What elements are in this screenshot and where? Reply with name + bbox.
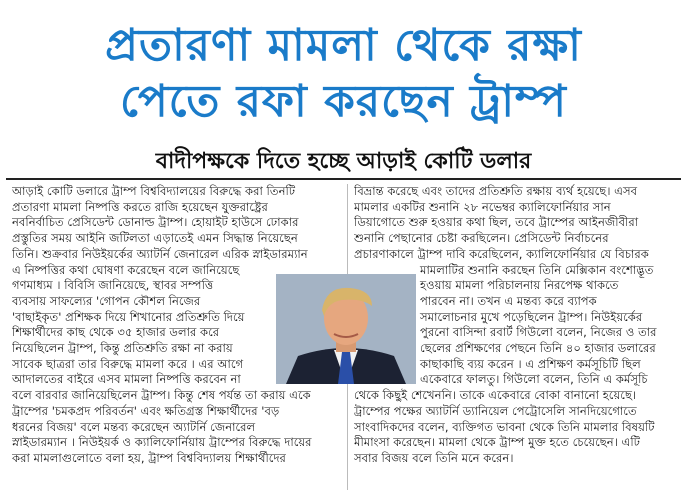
article-line: মামলার একটির শুনানি ২৮ নভেম্বর ক্যালিফোর্নিয়ার সান bbox=[354, 199, 611, 214]
article-line: তিনি। শুক্রবার নিউইয়র্কের অ্যাটর্নি জেনারেল এরিক স্নাইডারম্যান bbox=[12, 246, 308, 261]
article-line: শুনানি পেছানোর চেষ্টা করছিলেন। প্রেসিডেন্ট নির্বাচনের bbox=[354, 231, 609, 246]
article-line: ধরনের বিজয়' বলে মন্তব্য করেছেন অ্যাটর্নি জেনারেল bbox=[12, 419, 256, 434]
article-line: প্রতারণা মামলা নিষ্পত্তি করতে রাজি হয়েছেন যুক্তরাষ্ট্রের bbox=[12, 199, 268, 214]
article-line: মীমাংসা করেছেন। মামলা থেকে ট্রাম্প মুক্ত হতে চেয়েছেন। এটি bbox=[354, 435, 640, 450]
headline-line-1: প্রতারণা মামলা থেকে রক্ষা bbox=[105, 20, 582, 71]
article-line: স্নাইডারম্যান । নিউইয়র্ক ও ক্যালিফোর্নিয়ায় ট্রাম্পের বিরুদ্ধে দায়ের bbox=[12, 435, 312, 450]
article-line: সবার বিজয় বলে তিনি মনে করেন। bbox=[354, 450, 514, 465]
portrait-illustration bbox=[276, 274, 416, 384]
article-line: 'বাছাইকৃত' প্রশিক্ষক দিয়ে শিখানোর প্রতিশ্রুতি দিয়ে bbox=[12, 309, 245, 324]
headline bbox=[0, 18, 687, 130]
article-line: প্রচারণাকালে ট্রাম্প দাবি করেছিলেন, ক্যালিফোর্নিয়ার যে বিচারক bbox=[354, 246, 649, 261]
article-line: প্রস্তুতির সময় আইনি জটিলতা এড়াতেই এমন সিদ্ধান্ত নিয়েছেন bbox=[12, 231, 298, 246]
article-line: থেকে কিছুই শেখেননি। তাকে একেবারে বোকা বানানো হয়েছে। bbox=[354, 388, 637, 403]
article-line: ট্রাম্পের 'চমকপ্রদ পরিবর্তন' এবং ক্ষতিগ্রস্ত শিক্ষার্থীদের 'বড় bbox=[12, 403, 280, 418]
article-line: বিভ্রান্ত করেছে এবং তাদের প্রতিশ্রুতি রক্ষায় ব্যর্থ হয়েছে। এসব bbox=[354, 184, 638, 198]
article-line: হওয়ায় মামলা পরিচালনায় নিরপেক্ষ থাকতে bbox=[420, 278, 619, 293]
article-line: সাংবাদিকদের বলেন, ব্যক্তিগত ভাবনা থেকে তিনি মামলার বিষয়টি bbox=[354, 419, 655, 434]
article-line: নিয়েছিলেন ট্রাম্প, কিন্তু প্রতিশ্রুতি রক্ষা না করায় bbox=[12, 341, 233, 356]
person-portrait-photo bbox=[276, 274, 416, 384]
article-line: গণমাধ্যম । বিবিসি জানিয়েছে, স্থাবর সম্পত্তি bbox=[12, 278, 214, 293]
article-line: সাবেক ছাত্ররা তার বিরুদ্ধে মামলা করে । এর আগে bbox=[12, 356, 244, 371]
article-line: করা মামলাগুলোতে বলা হয়, ট্রাম্প বিশ্ববিদ্যালয় শিক্ষার্থীদের bbox=[12, 450, 286, 465]
article-line: ডিয়াগোতে শুরু হওয়ার কথা ছিল, তবে ট্রাম্পের আইনজীবীরা bbox=[354, 215, 639, 230]
article-line: পারবেন না। তখন এ মন্তব্য করে ব্যাপক bbox=[420, 293, 597, 308]
article-line: মামলাটির শুনানি করছেন তিনি মেক্সিকান বংশোদ্ভূত bbox=[420, 262, 654, 277]
article-line: সমালোচনার মুখে পড়েছিলেন ট্রাম্প। নিউইয়র্কের bbox=[420, 309, 643, 324]
article-line: পুরনো বাসিন্দা রবার্ট গিউলো বলেন, নিজের ও তার bbox=[420, 325, 657, 340]
article-line: একেবারে ফালতু। গিউলো বলেন, তিনি এ কর্মসূচি bbox=[420, 372, 648, 387]
article-line: এ নিষ্পত্তির কথা ঘোষণা করেছেন বলে জানিয়েছে bbox=[12, 262, 240, 277]
article-line: ট্রাম্পের পক্ষের অ্যাটর্নি ড্যানিয়েল পেট্রোসেলি সানদিয়েগোতে bbox=[354, 403, 637, 418]
headline-line-2: পেতে রফা করছেন ট্রাম্প bbox=[119, 76, 568, 127]
article-line: শিক্ষার্থীদের কাছ থেকে ৩৫ হাজার ডলার করে bbox=[12, 325, 220, 340]
article-line: কাছাকাছি ব্যয় করেন । এ প্রশিক্ষণ কর্মসূচিটি ছিল bbox=[420, 356, 641, 371]
headline-divider bbox=[6, 178, 681, 180]
article-line: নবনির্বাচিত প্রেসিডেন্ট ডোনাল্ড ট্রাম্প। হোয়াইট হাউসে ঢোকার bbox=[12, 215, 299, 230]
article-line: আড়াই কোটি ডলারে ট্রাম্প বিশ্ববিদ্যালয়ের বিরুদ্ধে করা তিনটি bbox=[12, 184, 296, 198]
article-line: ছেলের প্রশিক্ষণের পেছনে তিনি ৪০ হাজার ডলারের bbox=[420, 341, 656, 356]
article-line: বলে বারবার জানিয়েছিলেন ট্রাম্প। কিন্তু শেষ পর্যন্ত তা করায় একে bbox=[12, 388, 311, 403]
subheadline: বাদীপক্ষকে দিতে হচ্ছে আড়াই কোটি ডলার bbox=[155, 149, 532, 174]
article-line: ব্যবসায় সাফল্যের 'গোপন কৌশল নিজের bbox=[12, 293, 201, 308]
article-line: আদালতের বাইরে এসব মামলা নিষ্পত্তি করবেন না bbox=[12, 372, 241, 387]
